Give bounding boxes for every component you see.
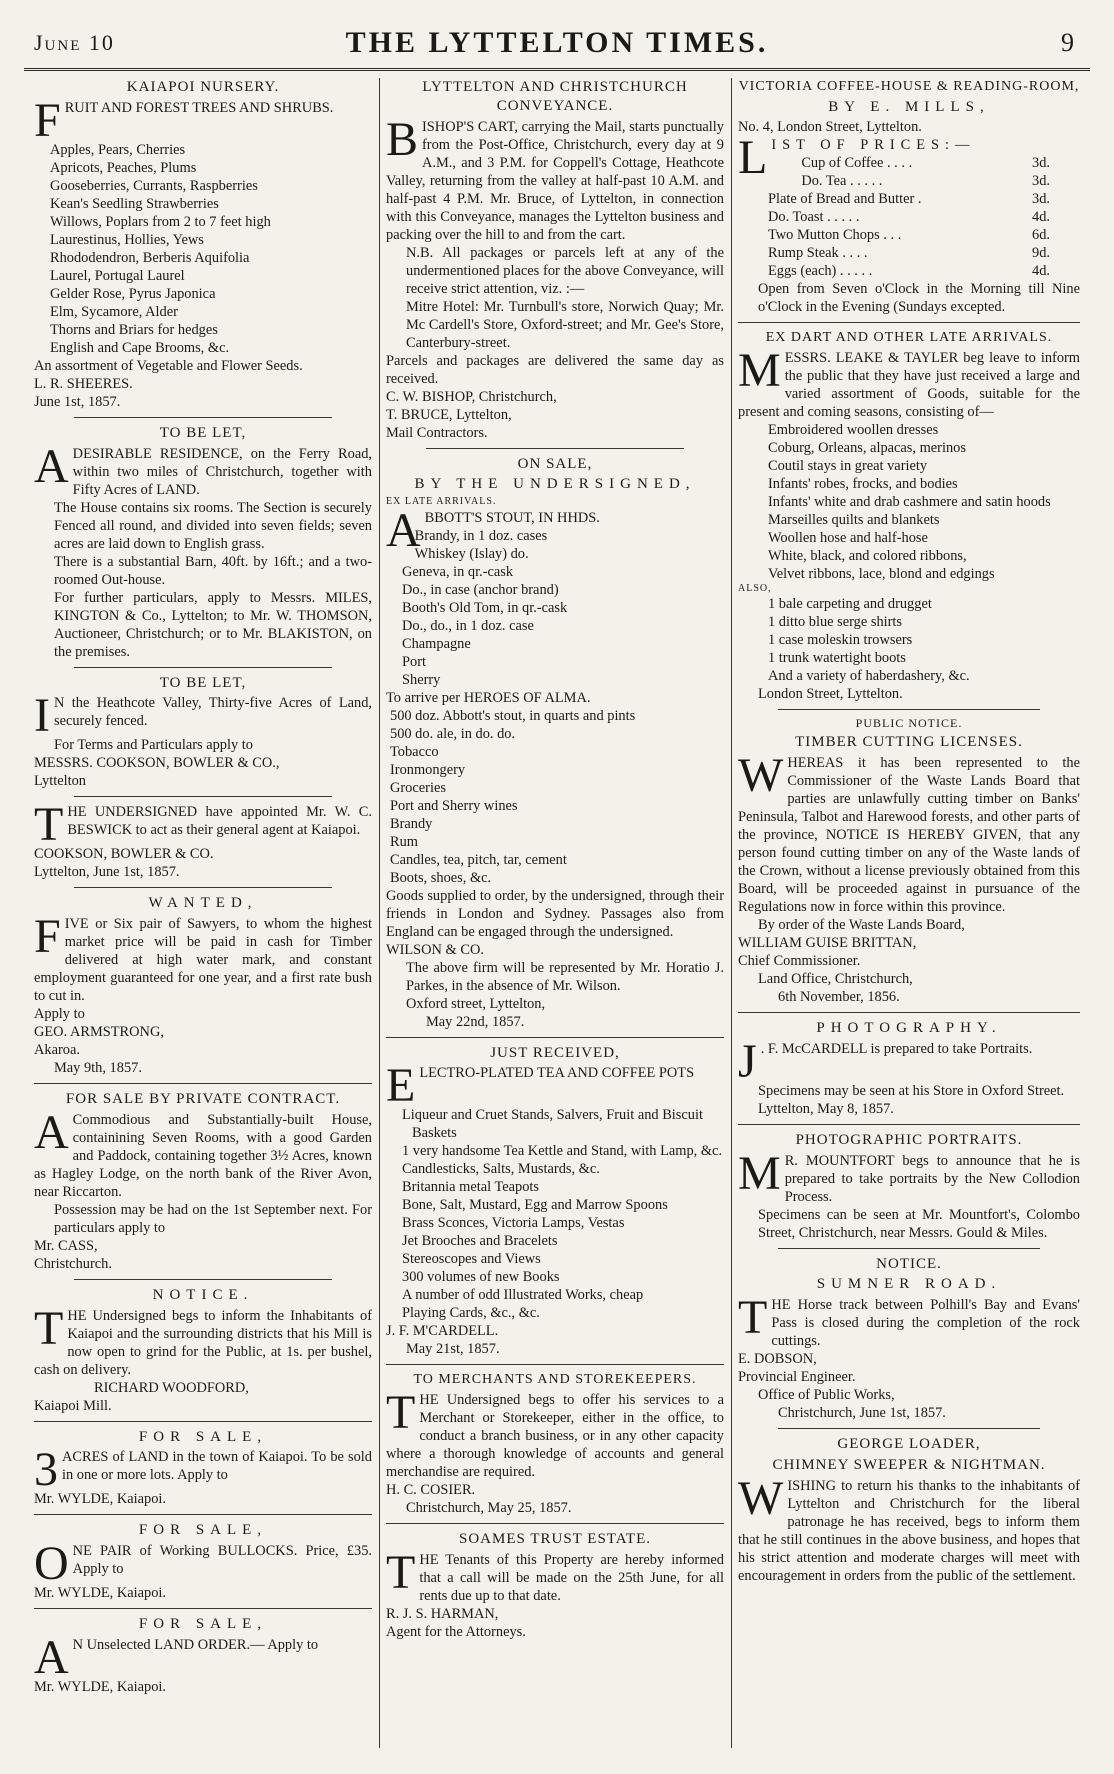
ad-wanted — [34, 894, 372, 1077]
ad-subtitle: CHIMNEY SWEEPER & NIGHTMAN. — [772, 1456, 1046, 1473]
drop-cap: T — [386, 1385, 416, 1439]
ad-soames — [386, 1530, 724, 1641]
ad-title: JUST RECEIVED, — [490, 1044, 620, 1061]
divider — [74, 1279, 332, 1280]
list-item: 1 ditto blue serge shirts — [768, 614, 903, 631]
page-number: 9 — [1061, 28, 1074, 57]
ad-signer: R. J. S. HARMAN, — [386, 1605, 499, 1622]
list-item: Bone, Salt, Mustard, Egg and Marrow Spoons — [402, 1197, 668, 1214]
ad-text: Possession may be had on the 1st September next. For particulars apply to — [54, 1201, 372, 1236]
drop-cap: E — [386, 1059, 416, 1113]
divider — [426, 448, 684, 449]
ad-address: No. 4, London Street, Lyttelton. — [738, 119, 922, 136]
list-item: Rum — [390, 833, 418, 850]
column-1 — [34, 78, 372, 1748]
ad-body: HE Undersigned begs to offer his services to a Merchant or Storekeeper, either in the office, to conduct a branch business, or in any other capacity where a thorough knowledge of accounts and general merchandise are required. — [386, 1391, 724, 1480]
ad-signer: C. W. BISHOP, Christchurch, — [386, 388, 557, 405]
ad-text: Goods supplied to order, by the undersigned, through their friends in London and Sydney. Passages also from England can be engaged through the undersigned. — [386, 887, 724, 940]
ad-signer: COOKSON, BOWLER & CO. — [34, 846, 214, 863]
ad-lead: LECTRO-PLATED TEA AND COFFEE POTS — [419, 1065, 695, 1082]
list-item: White, black, and colored ribbons, — [768, 547, 967, 564]
ad-subtitle: TIMBER CUTTING LICENSES. — [795, 734, 1023, 751]
ad-for-sale-bullocks — [34, 1521, 372, 1602]
list-item: Infants' white and drab cashmere and satin hoods — [768, 493, 1051, 510]
ad-text: Parcels and packages are delivered the same day as received. — [386, 352, 724, 387]
drop-cap: O — [34, 1537, 69, 1590]
nursery-list — [50, 141, 372, 357]
price-value: 9d. — [1032, 245, 1050, 262]
drop-cap: T — [738, 1291, 768, 1344]
ad-office: Office of Public Works, — [758, 1387, 895, 1403]
drop-cap: A — [386, 503, 421, 557]
list-item: Gelder Rose, Pyrus Japonica — [50, 285, 216, 302]
drop-cap: M — [738, 1146, 781, 1200]
divider — [778, 709, 1040, 710]
ad-signer: L. R. SHEERES. — [34, 375, 133, 392]
ad-ex-dart — [738, 329, 1080, 703]
ad-text: Apply to — [34, 1006, 85, 1022]
ad-conveyance — [386, 78, 724, 442]
drop-cap: A — [34, 1630, 69, 1684]
ad-title: FOR SALE, — [138, 1428, 268, 1445]
list-item: Port and Sherry wines — [390, 797, 518, 814]
ad-signer: Mr. WYLDE, Kaiapoi. — [34, 1585, 167, 1601]
price-value: 3d. — [1032, 173, 1050, 190]
ad-title: TO BE LET, — [159, 674, 247, 691]
ad-title: GEORGE LOADER, — [837, 1436, 981, 1452]
divider — [386, 1523, 724, 1524]
ad-body: ACRES of LAND in the town of Kaiapoi. To be sold in one or more lots. Apply to — [62, 1449, 372, 1484]
list-item: Jet Brooches and Bracelets — [402, 1233, 558, 1250]
list-item: Sherry — [402, 671, 441, 688]
spirits-list — [402, 527, 724, 689]
ad-sumner-road — [738, 1255, 1080, 1423]
price-row — [771, 154, 1080, 172]
list-item: Playing Cards, &c., &c. — [402, 1305, 540, 1322]
ad-address: London Street, Lyttelton. — [758, 686, 903, 703]
ad-agent — [34, 798, 372, 881]
ad-signer: Mr. WYLDE, Kaiapoi. — [34, 1678, 167, 1695]
drapery-list — [768, 421, 1080, 583]
list-item: Laurel, Portugal Laurel — [50, 267, 185, 284]
ad-title: SOAMES TRUST ESTATE. — [458, 1530, 652, 1547]
divider — [34, 1083, 372, 1084]
ad-text: Specimens may be seen at his Store in Oxford Street. — [758, 1082, 1065, 1099]
ad-subtitle-small: EX LATE ARRIVALS. — [386, 496, 497, 507]
ad-role: Chief Commissioner. — [738, 953, 861, 969]
price-value: 4d. — [1032, 263, 1050, 280]
price-item: Cup of Coffee . . . . — [801, 155, 913, 172]
ad-signer: H. C. COSIER. — [386, 1481, 476, 1498]
ad-body: DESIRABLE RESIDENCE, on the Ferry Road, within two miles of Christchurch, together with Fifty Acres of LAND. — [72, 445, 372, 498]
list-item: Britannia metal Teapots — [402, 1179, 539, 1196]
price-value: 4d. — [1032, 209, 1050, 226]
masthead — [24, 22, 1090, 71]
ad-title: PHOTOGRAPHY. — [816, 1020, 1002, 1036]
ad-address: Oxford street, Lyttelton, — [406, 995, 546, 1012]
list-item: Brass Sconces, Victoria Lamps, Vestas — [402, 1215, 625, 1232]
divider — [738, 1124, 1080, 1125]
list-item: Woollen hose and half-hose — [768, 529, 928, 546]
ad-title: KAIAPOI NURSERY. — [126, 79, 280, 95]
price-row — [738, 190, 1080, 208]
divider — [738, 322, 1080, 323]
ad-text: To arrive per HEROES OF ALMA. — [386, 689, 591, 706]
ad-lead: RUIT AND FOREST TREES AND SHRUBS. — [64, 99, 334, 116]
ad-date: June 1st, 1857. — [34, 393, 121, 410]
ad-place: Akaroa. — [34, 1042, 80, 1058]
list-item: Apples, Pears, Cherries — [50, 141, 186, 158]
ad-title: PUBLIC NOTICE. — [855, 716, 963, 731]
column-divider — [379, 78, 380, 1748]
list-item: Stereoscopes and Views — [402, 1251, 541, 1268]
price-item: Rump Steak . . . . — [768, 245, 868, 262]
list-item: Do., in case (anchor brand) — [402, 581, 559, 598]
ad-text: For Terms and Particulars apply to — [54, 737, 253, 754]
ad-just-received — [386, 1044, 724, 1359]
list-item: Embroidered woollen dresses — [768, 421, 939, 438]
list-item: Coburg, Orleans, alpacas, merinos — [768, 439, 966, 456]
price-value: 3d. — [1032, 191, 1050, 208]
price-row — [738, 208, 1080, 226]
ad-text: There is a substantial Barn, 40ft. by 16ft.; and a two-roomed Out-house. — [54, 553, 372, 588]
list-item: Gooseberries, Currants, Raspberries — [50, 177, 258, 194]
divider — [778, 1428, 1040, 1429]
ad-text: For further particulars, apply to Messrs. MILES, KINGTON & Co., Lyttelton; to Mr. W. THOMSON, Auctioneer, Christchurch; or to Mr. BLAKISTON, on the premises. — [54, 589, 372, 660]
price-value: 3d. — [1032, 155, 1050, 172]
ad-body: NE PAIR of Working BULLOCKS. Price, £35. Apply to — [72, 1543, 372, 1577]
divider — [34, 1421, 372, 1422]
ad-body: ESSRS. LEAKE & TAYLER beg leave to inform the public that they have just received a large and varied assortment of Goods, suitable for the present and coming seasons, consisting of— — [738, 349, 1080, 420]
arrivals-list — [390, 707, 724, 887]
list-item: Whiskey (Islay) do. — [414, 545, 529, 562]
ad-signer: RICHARD WOODFORD, — [94, 1379, 249, 1396]
divider — [74, 667, 332, 668]
ad-date: Christchurch, June 1st, 1857. — [778, 1405, 946, 1421]
divider — [778, 1248, 1040, 1249]
ad-title: NOTICE. — [876, 1255, 942, 1272]
ad-title: PHOTOGRAPHIC PORTRAITS. — [795, 1131, 1023, 1148]
ad-to-be-let-residence — [34, 424, 372, 661]
ad-kaiapoi-nursery — [34, 78, 372, 411]
divider — [386, 1037, 724, 1038]
price-item: Do. Toast . . . . . — [768, 209, 860, 226]
list-item: Champagne — [402, 635, 471, 652]
goods-list — [402, 1106, 724, 1322]
ad-text: The above firm will be represented by Mr. Horatio J. Parkes, in the absence of Mr. Wilson. — [406, 959, 724, 994]
ad-private-contract — [34, 1090, 372, 1273]
divider — [74, 887, 332, 888]
list-item: 1 trunk watertight boots — [768, 650, 906, 667]
ad-on-sale — [386, 455, 724, 1031]
ad-body: Commodious and Substantially-built House, containining Seven Rooms, with a good Garden and Paddock, containing together 3½ Acres, known as Hagley Lodge, on the north bank of the River Avon, near Riccarton. — [34, 1111, 372, 1200]
list-item: Liqueur and Cruet Stands, Salvers, Fruit and Biscuit Baskets — [402, 1107, 703, 1142]
ad-photography — [738, 1019, 1080, 1118]
ad-role: Provincial Engineer. — [738, 1369, 856, 1385]
column-divider — [731, 78, 732, 1748]
ad-subtitle: BY THE UNDERSIGNED, — [414, 476, 696, 493]
ad-text: The House contains six rooms. The Section is securely Fenced all round, and divided into seven fields; seven acres are laid down to English grass. — [54, 499, 372, 552]
drop-cap: I — [34, 689, 50, 743]
list-item: 1 bale carpeting and drugget — [768, 596, 932, 613]
ad-subtitle-small: ALSO, — [738, 582, 772, 594]
price-item: Two Mutton Chops . . . — [768, 227, 902, 244]
drop-cap: 3 — [34, 1443, 58, 1497]
ad-lead: BBOTT'S STOUT, IN HHDS. — [424, 509, 600, 526]
ad-date: 6th November, 1856. — [778, 989, 900, 1005]
ad-body: IVE or Six pair of Sawyers, to whom the highest market price will be paid in cash for Timber delivered at high water mark, and constant employment guaranteed for one year, and a first rate bush to cut in. — [34, 916, 372, 1004]
ad-date: Christchurch, May 25, 1857. — [406, 1499, 572, 1516]
list-item: Boots, shoes, &c. — [390, 869, 492, 886]
drop-cap: L — [738, 131, 768, 185]
drop-cap: A — [34, 1105, 69, 1159]
drop-cap: F — [34, 910, 61, 963]
ad-text: Mitre Hotel: Mr. Turnbull's store, Norwich Quay; Mr. Mc Cardell's Store, Oxford-street; and Mr. Gee's Store, Canterbury-street. — [406, 298, 724, 351]
ad-title: EX DART AND OTHER LATE ARRIVALS. — [765, 330, 1053, 346]
ad-signer: WILSON & CO. — [386, 941, 484, 958]
divider — [74, 417, 332, 418]
ad-text: N.B. All packages or parcels left at any of the undermentioned places for the above Conveyance, will receive strict attention, viz. :— — [406, 244, 724, 297]
ad-place: Lyttelton — [34, 773, 86, 790]
ad-merchants — [386, 1371, 724, 1517]
ad-photographic-portraits — [738, 1131, 1080, 1242]
list-item: Ironmongery — [390, 761, 466, 778]
list-item: Port — [402, 653, 426, 670]
ad-title: FOR SALE BY PRIVATE CONTRACT. — [65, 1091, 341, 1107]
ad-place: Kaiapoi Mill. — [34, 1397, 112, 1414]
ad-body: ISHING to return his thanks to the inhabitants of Lyttelton and Christchurch for the liberal patronage he has received, begs to inform them that he still continues in the above business, and hopes that his strict attention and moderate charges will meet with encouragement in orders from the public of the settlement. — [738, 1477, 1080, 1584]
divider — [738, 1012, 1080, 1013]
ad-title: TO BE LET, — [159, 424, 247, 441]
drop-cap: M — [738, 343, 781, 397]
drop-cap: A — [34, 439, 69, 493]
ad-date: May 22nd, 1857. — [426, 1013, 525, 1030]
ad-notice-mill — [34, 1286, 372, 1415]
ad-subtitle: SUMNER ROAD. — [816, 1276, 1002, 1293]
drop-cap: F — [34, 93, 61, 147]
ad-office: Land Office, Christchurch, — [758, 971, 913, 987]
divider — [34, 1514, 372, 1515]
ad-text: By order of the Waste Lands Board, — [758, 917, 965, 933]
list-item: Candles, tea, pitch, tar, cement — [390, 851, 567, 868]
ad-text: Open from Seven o'Clock in the Morning till Nine o'Clock in the Evening (Sundays excepted. — [758, 281, 1080, 316]
drop-cap: B — [386, 112, 419, 166]
column-2 — [386, 78, 724, 1748]
ad-body: N the Heathcote Valley, Thirty-five Acres of Land, securely fenced. — [53, 695, 372, 730]
price-item: Plate of Bread and Butter . — [768, 191, 922, 208]
price-row — [738, 244, 1080, 262]
ad-title: FOR SALE, — [138, 1616, 268, 1632]
goods-list — [768, 595, 1080, 685]
list-item: Velvet ribbons, lace, blond and edgings — [768, 565, 995, 582]
ad-body: N Unselected LAND ORDER.— Apply to — [72, 1636, 319, 1653]
list-item: Tobacco — [390, 743, 439, 760]
ad-george-loader — [738, 1435, 1080, 1585]
ad-title: VICTORIA COFFEE-HOUSE & READING-ROOM, — [738, 79, 1080, 94]
ad-text: Specimens can be seen at Mr. Mountfort's, Colombo Street, Christchurch, near Messrs. Gould & Miles. — [758, 1206, 1080, 1241]
list-item: Infants' robes, frocks, and bodies — [768, 475, 958, 492]
list-item: English and Cape Brooms, &c. — [50, 339, 230, 356]
list-item: Groceries — [390, 779, 446, 796]
ad-signer: E. DOBSON, — [738, 1351, 817, 1367]
ad-for-sale-land-order — [34, 1615, 372, 1696]
drop-cap: W — [738, 1471, 784, 1525]
list-item: Booth's Old Tom, in qr.-cask — [402, 599, 568, 616]
ad-signer: T. BRUCE, Lyttelton, — [386, 406, 512, 423]
price-item: Eggs (each) . . . . . — [768, 263, 873, 280]
ad-signer: MESSRS. COOKSON, BOWLER & CO., — [34, 755, 280, 772]
ad-body: HE UNDERSIGNED have appointed Mr. W. C. BESWICK to act as their general agent at Kaiapoi. — [67, 804, 372, 839]
issue-date: June 10 — [34, 30, 115, 55]
ad-signer: Mr. WYLDE, Kaiapoi. — [34, 1491, 167, 1508]
list-item: Marseilles quilts and blankets — [768, 511, 940, 528]
newspaper-title: THE LYTTELTON TIMES. — [345, 26, 769, 59]
ad-body: . F. McCARDELL is prepared to take Portraits. — [760, 1040, 1033, 1057]
ad-for-sale-acres — [34, 1428, 372, 1509]
ad-public-notice — [738, 716, 1080, 1006]
list-item: 500 do. ale, in do. do. — [390, 725, 516, 742]
ad-signer: Mr. CASS, — [34, 1237, 98, 1254]
list-item: Brandy, in 1 doz. cases — [414, 527, 548, 544]
ad-role: Mail Contractors. — [386, 424, 488, 441]
list-item: Laurestinus, Hollies, Yews — [50, 231, 204, 248]
divider — [34, 1608, 372, 1609]
list-item: Brandy — [390, 815, 433, 832]
list-item: Thorns and Briars for hedges — [50, 321, 218, 338]
price-row — [738, 226, 1080, 244]
list-item: Kean's Seedling Strawberries — [50, 195, 219, 212]
ad-body: HEREAS it has been represented to the Commissioner of the Waste Lands Board that parties are unlawfully cutting timber on Banks' Peninsula, Talbot and Harewood forests, and other parts of the province, NOTICE IS HEREBY GIVEN, that any person found cutting timber on any of the Waste lands of the Crown, without a license previously obtained from this Board, will be proceeded against in pursuance of the Regulations now in force within this province. — [738, 755, 1080, 915]
list-item: Geneva, in qr.-cask — [402, 563, 514, 580]
divider — [386, 1364, 724, 1365]
ad-title: ON SALE, — [517, 455, 593, 472]
ad-subtitle: BY E. MILLS, — [828, 98, 990, 115]
column-3 — [738, 78, 1080, 1748]
ad-role: Agent for the Attorneys. — [386, 1623, 526, 1640]
price-row — [738, 262, 1080, 280]
ad-place: Christchurch. — [34, 1255, 112, 1272]
list-item: Candlesticks, Salts, Mustards, &c. — [402, 1161, 600, 1178]
ad-body: ISHOP'S CART, carrying the Mail, starts punctually from the Post-Office, Christchurch, every day at 9 A.M., and 3 P.M. for Coppell's Cottage, Heathcote Valley, returning from the valley at half-past 10 A.M. and half-past 4 P.M. Mr. Bruce, of Lyttelton, in connection with this Conveyance, manages the Lyttelton business and packing over the hill to and from the cart. — [386, 118, 724, 243]
ad-signer: GEO. ARMSTRONG, — [34, 1024, 164, 1040]
list-item: Elm, Sycamore, Alder — [50, 303, 178, 320]
ad-body: HE Horse track between Polhill's Bay and Evans' Pass is closed during the completion of the rock cuttings. — [771, 1297, 1080, 1349]
ad-date: May 21st, 1857. — [406, 1341, 500, 1358]
ad-signer: WILLIAM GUISE BRITTAN, — [738, 935, 917, 951]
ad-title: TO MERCHANTS AND STOREKEEPERS. — [413, 1372, 697, 1388]
list-item: 1 very handsome Tea Kettle and Stand, with Lamp, &c. — [402, 1143, 723, 1160]
ad-text: An assortment of Vegetable and Flower Seeds. — [34, 357, 303, 374]
list-item: 300 volumes of new Books — [402, 1269, 560, 1286]
price-item: Do. Tea . . . . . — [801, 173, 883, 190]
drop-cap: J — [738, 1034, 757, 1088]
ad-to-be-let-heathcote — [34, 674, 372, 791]
drop-cap: T — [34, 798, 64, 852]
list-item: Apricots, Peaches, Plums — [50, 159, 197, 176]
drop-cap: T — [386, 1545, 416, 1599]
ad-title: WANTED, — [148, 895, 258, 912]
list-item: Coutil stays in great variety — [768, 457, 928, 474]
price-row — [771, 172, 1080, 190]
ad-date: Lyttelton, May 8, 1857. — [758, 1100, 894, 1117]
list-item: And a variety of haberdashery, &c. — [768, 668, 970, 685]
ad-lead: IST OF PRICES:— — [771, 137, 976, 154]
list-item: Rhododendron, Berberis Aquifolia — [50, 249, 250, 266]
list-item: 500 doz. Abbott's stout, in quarts and pints — [390, 707, 636, 724]
list-item: Willows, Poplars from 2 to 7 feet high — [50, 213, 271, 230]
divider — [74, 796, 332, 797]
price-value: 6d. — [1032, 227, 1050, 244]
ad-body: HE Undersigned begs to inform the Inhabitants of Kaiapoi and the surrounding districts that his Mill is now open to grind for the Public, at 1s. per bushel, cash on delivery. — [34, 1307, 372, 1378]
ad-date: May 9th, 1857. — [54, 1060, 142, 1076]
ad-title: LYTTELTON AND CHRISTCHURCH CONVEYANCE. — [422, 79, 688, 114]
ad-date: Lyttelton, June 1st, 1857. — [34, 864, 180, 881]
ad-title: NOTICE. — [152, 1286, 254, 1303]
ad-body: HE Tenants of this Property are hereby informed that a call will be made on the 25th June, for all rents due up to that date. — [419, 1551, 724, 1604]
ad-body: R. MOUNTFORT begs to announce that he is prepared to take portraits by the New Collodion Process. — [784, 1152, 1080, 1205]
price-list — [738, 154, 1080, 280]
ad-signer: J. F. M'CARDELL. — [386, 1323, 499, 1340]
drop-cap: W — [738, 749, 784, 802]
ad-coffee-house — [738, 78, 1080, 316]
list-item: 1 case moleskin trowsers — [768, 632, 913, 649]
drop-cap: T — [34, 1301, 64, 1355]
list-item: A number of odd Illustrated Works, cheap — [402, 1287, 644, 1304]
ad-title: FOR SALE, — [138, 1522, 268, 1539]
list-item: Do., do., in 1 doz. case — [402, 617, 534, 634]
